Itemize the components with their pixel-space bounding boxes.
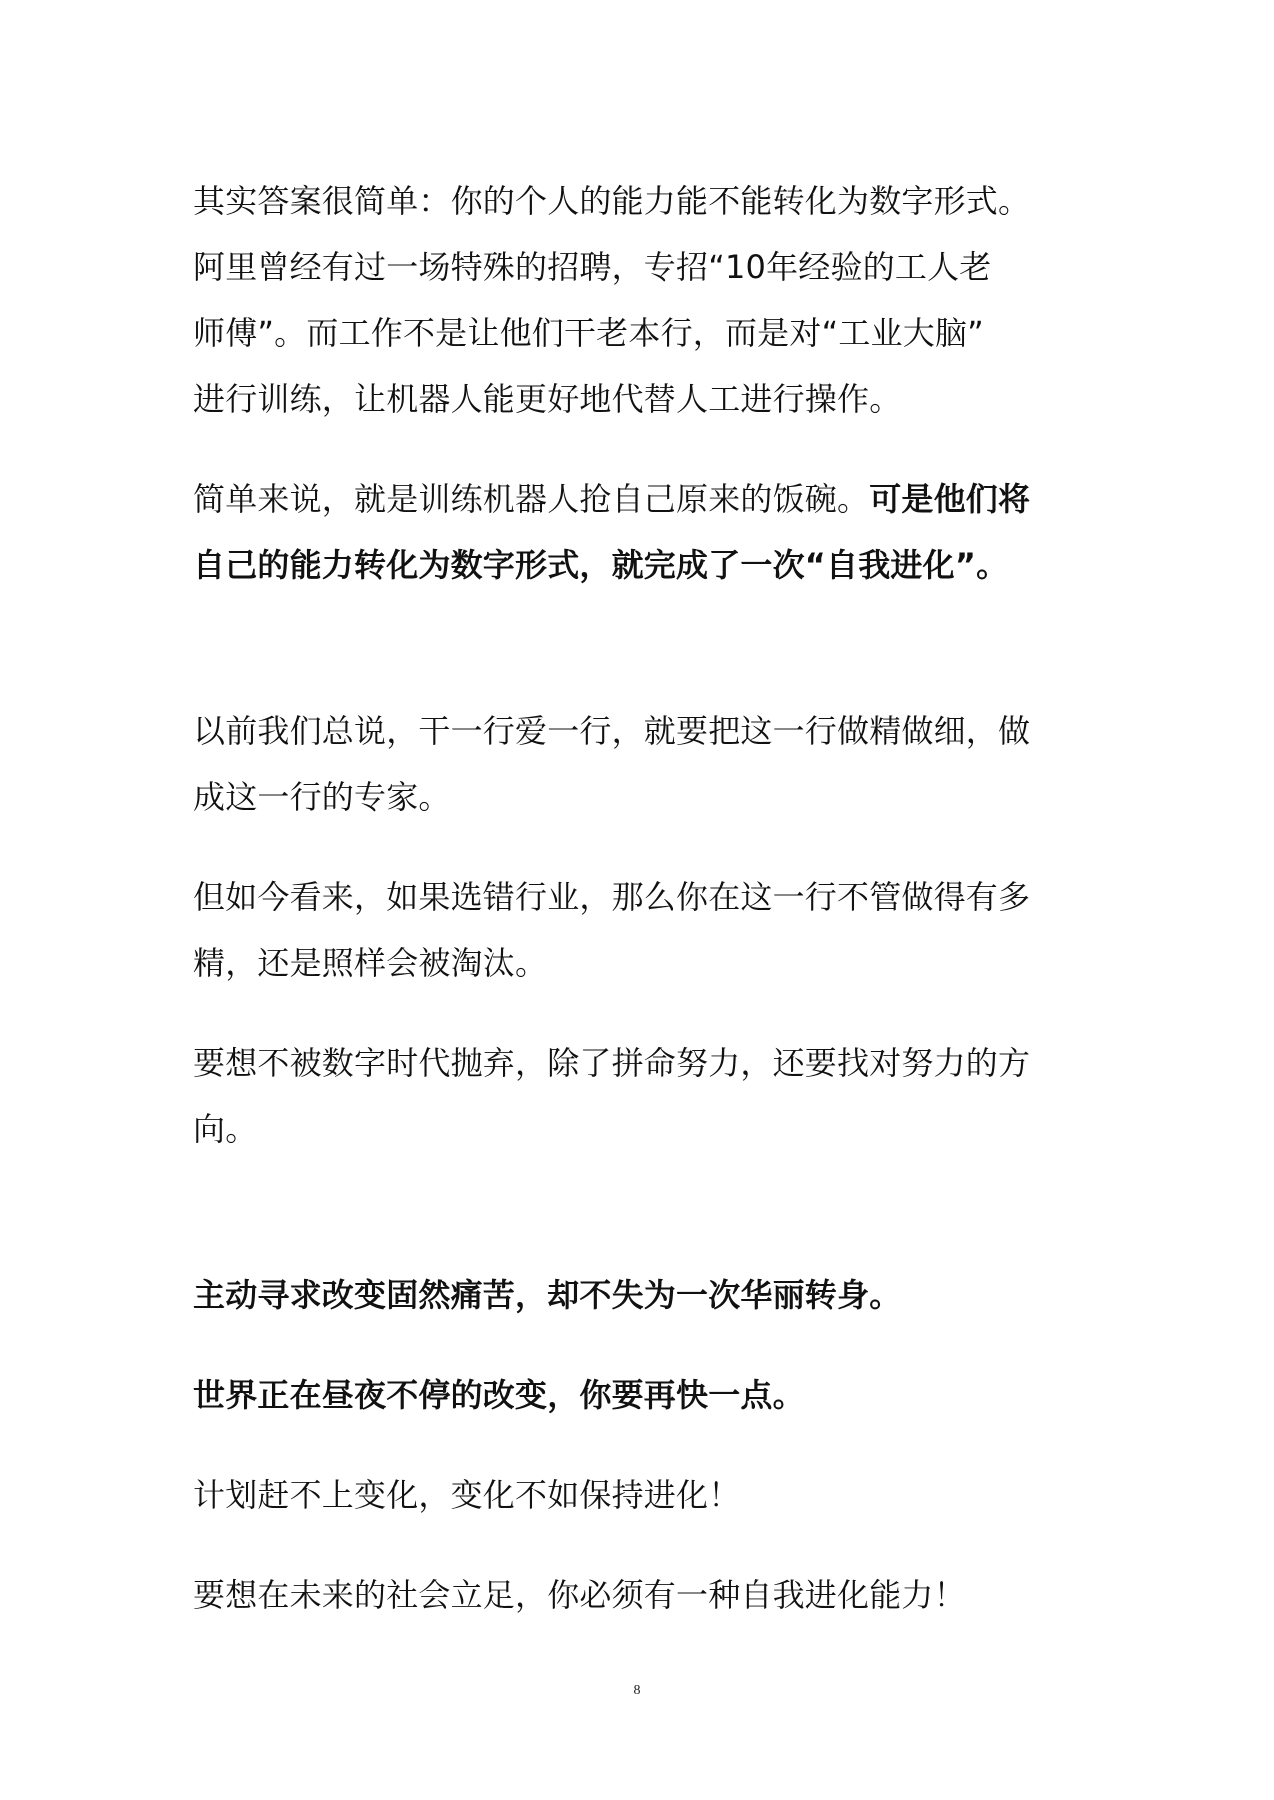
text-line: 向。 <box>193 1110 258 1148</box>
body-text <box>193 168 1093 1628</box>
text-line: 计划赶不上变化，变化不如保持进化！ <box>193 1476 741 1514</box>
text-line-bold: 自己的能力转化为数字形式，就完成了一次“自我进化”。 <box>193 546 1009 584</box>
paragraph-plan <box>193 1462 1093 1528</box>
paragraph-future <box>193 1562 1093 1628</box>
text-line: 但如今看来，如果选错行业，那么你在这一行不管做得有多 <box>193 878 1031 916</box>
text-line: 其实答案很简单：你的个人的能力能不能转化为数字形式。 <box>193 182 1031 220</box>
paragraph-simple <box>193 466 1093 598</box>
paragraph-before <box>193 698 1093 830</box>
paragraph-answer <box>193 168 1093 432</box>
paragraph-change-bold <box>193 1262 1093 1328</box>
text-line: 以前我们总说，干一行爱一行，就要把这一行做精做细，做 <box>193 712 1031 750</box>
page-number: 8 <box>633 1683 641 1698</box>
text-normal: 简单来说，就是训练机器人抢自己原来的饭碗。 <box>193 480 870 518</box>
text-bold: 可是他们将 <box>869 480 1031 518</box>
text-line-bold: 世界正在昼夜不停的改变，你要再快一点。 <box>193 1376 805 1414</box>
paragraph-direction <box>193 1030 1093 1162</box>
paragraph-world-bold <box>193 1362 1093 1428</box>
text-line: 精，还是照样会被淘汰。 <box>193 944 548 982</box>
text-line: 成这一行的专家。 <box>193 778 451 816</box>
text-line: 阿里曾经有过一场特殊的招聘，专招“10年经验的工人老 <box>193 248 992 286</box>
text-line <box>193 466 1093 532</box>
text-line: 要想不被数字时代抛弃，除了拼命努力，还要找对努力的方 <box>193 1044 1031 1082</box>
paragraph-now <box>193 864 1093 996</box>
text-line: 师傅”。而工作不是让他们干老本行，而是对“工业大脑” <box>193 314 984 352</box>
text-line: 要想在未来的社会立足，你必须有一种自我进化能力！ <box>193 1576 966 1614</box>
text-line: 进行训练，让机器人能更好地代替人工进行操作。 <box>193 380 902 418</box>
text-line-bold: 主动寻求改变固然痛苦，却不失为一次华丽转身。 <box>193 1276 902 1314</box>
